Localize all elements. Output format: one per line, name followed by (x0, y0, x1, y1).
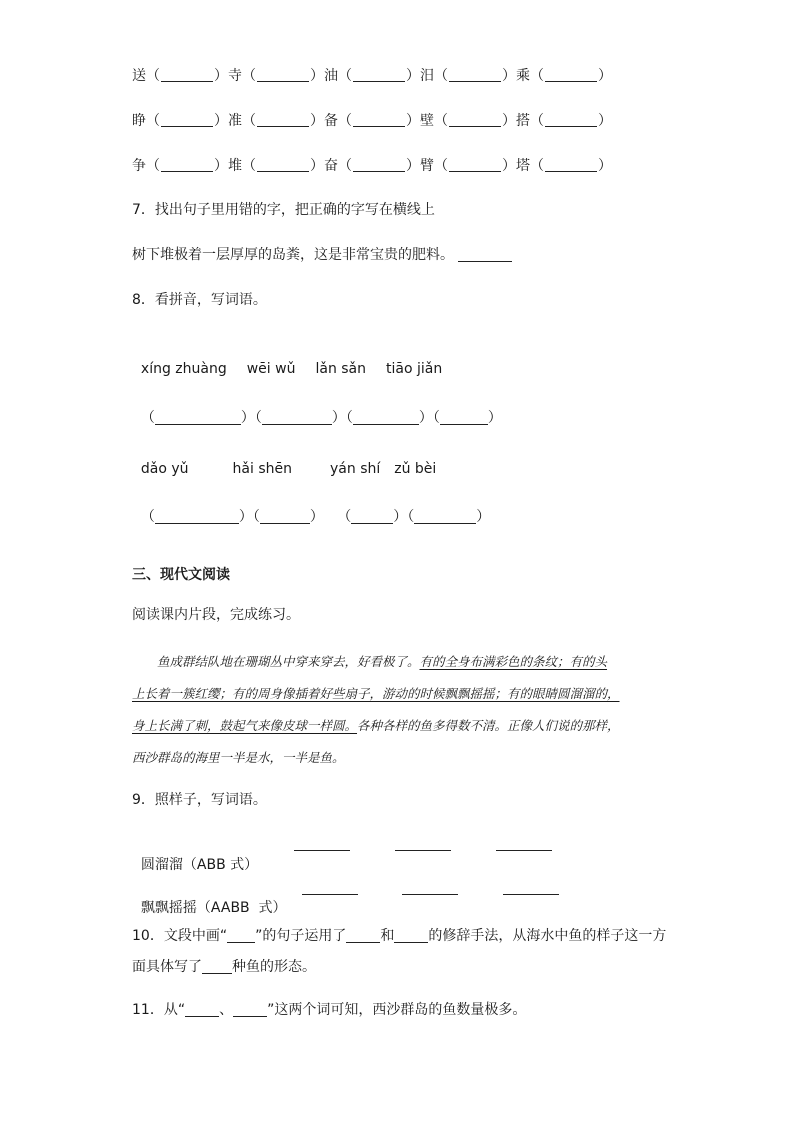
passage-underlined-text: 上长着一簇红缨；有的周身像插着好些扇子，游动的时候飘飘摇摇；有的眼睛圆溜溜的， (132, 686, 620, 701)
answer-blank[interactable] (161, 113, 213, 127)
answer-blank[interactable] (262, 410, 332, 425)
answer-blank[interactable] (545, 68, 597, 82)
section-intro: 阅读课内片段，完成练习。 (132, 607, 300, 623)
answer-blank[interactable] (503, 880, 559, 895)
q9-label: 圆溜溜（ABB 式） (140, 857, 259, 873)
char-label: 奋 (324, 158, 338, 174)
passage-text: 西沙群岛的海里一半是水，一半是鱼。 (132, 750, 345, 765)
question-7-sentence-text: 树下堆极着一层厚厚的岛粪，这是非常宝贵的肥料。 (132, 247, 454, 263)
reading-passage (132, 646, 672, 774)
answer-blank[interactable] (440, 410, 488, 425)
answer-blank[interactable] (449, 113, 501, 127)
question-9-title: 9．照样子，写词语。 (132, 792, 267, 808)
char-label: 备 (324, 113, 338, 129)
char-label: 争 (132, 158, 146, 174)
pinyin-item: wēi wǔ (246, 361, 296, 377)
q10-text: 种鱼的形态。 (232, 959, 316, 975)
q9-row-1 (132, 835, 258, 875)
passage-line-2 (132, 678, 672, 710)
char-row-1: 送（ ）寺（ ）油（ ）汨（ ）乘（ ） (132, 68, 612, 84)
passage-line-1 (132, 646, 672, 678)
section-heading: 三、现代文阅读 (132, 567, 230, 583)
answer-blank[interactable] (353, 113, 405, 127)
passage-text: 鱼成群结队地在珊瑚丛中穿来穿去，好看极了。 (157, 654, 420, 669)
char-label: 乘 (516, 68, 530, 84)
answer-blank[interactable] (353, 158, 405, 172)
q9-row-2 (132, 878, 287, 918)
answer-blank[interactable] (227, 928, 255, 943)
passage-line-4 (132, 742, 672, 774)
answer-blank[interactable] (351, 509, 393, 524)
passage-text: 各种各样的鱼多得数不清。正像人们说的那样， (357, 718, 620, 733)
answer-blank[interactable] (161, 68, 213, 82)
answer-blank[interactable] (353, 68, 405, 82)
pinyin-item: dǎo yǔ (140, 461, 189, 477)
answer-blank[interactable] (496, 836, 552, 851)
answer-blank[interactable] (233, 1002, 267, 1017)
pinyin-item: xíng zhuàng (140, 361, 227, 377)
pinyin-item: hǎi shēn (232, 461, 292, 477)
passage-line-3 (132, 710, 672, 742)
q10-text: ”的句子运用了 (255, 928, 347, 944)
answer-blank[interactable] (257, 158, 309, 172)
q10-text: 10．文段中画“ (132, 928, 228, 944)
q9-label: 飘飘摇摇（AABB 式） (140, 900, 287, 916)
char-label: 壁 (420, 113, 434, 129)
question-7-title: 7．找出句子里用错的字，把正确的字写在横线上 (132, 202, 435, 218)
answer-blank[interactable] (449, 158, 501, 172)
char-label: 搭 (516, 113, 530, 129)
char-label: 臂 (420, 158, 434, 174)
pinyin-item: yán shí (330, 461, 381, 477)
answer-blank[interactable] (260, 509, 310, 524)
passage-underlined-text: 身上长满了刺，鼓起气来像皮球一样圆。 (132, 718, 358, 733)
char-row-2: 睁（ ）准（ ）备（ ）壁（ ）搭（ ） (132, 113, 612, 129)
answer-blank[interactable] (185, 1002, 219, 1017)
q10-text: 的修辞手法，从海水中鱼的样子这一方 (428, 928, 667, 944)
q10-text: 面具体写了 (132, 959, 202, 975)
q11-text: ”这两个词可知，西沙群岛的鱼数量极多。 (267, 1002, 527, 1018)
answer-blank[interactable] (545, 158, 597, 172)
answer-blank[interactable] (202, 959, 232, 974)
pinyin-row-1 (132, 339, 442, 379)
answer-blank[interactable] (402, 880, 458, 895)
answer-blank[interactable] (395, 836, 451, 851)
answer-blank[interactable] (155, 410, 241, 425)
q10-text: 和 (380, 928, 395, 944)
answer-blank[interactable] (394, 928, 428, 943)
q11-text: 11．从“ (132, 1002, 186, 1018)
pinyin-row-2 (132, 439, 436, 479)
answer-blank[interactable] (302, 880, 358, 895)
q11-text: 、 (219, 1002, 234, 1018)
answer-blank[interactable] (161, 158, 213, 172)
pinyin-item: tiāo jiǎn (386, 361, 443, 377)
answer-blank[interactable] (257, 113, 309, 127)
pinyin-item: lǎn sǎn (315, 361, 367, 377)
char-row-3: 争（ ）堆（ ）奋（ ）臂（ ）塔（ ） (132, 158, 612, 174)
question-11 (132, 1000, 526, 1020)
char-label: 塔 (516, 158, 530, 174)
answer-blank[interactable] (346, 928, 380, 943)
char-label: 送 (132, 68, 146, 84)
char-label: 汨 (420, 68, 434, 84)
char-label: 寺 (228, 68, 242, 84)
answer-blank[interactable] (294, 836, 350, 851)
char-label: 准 (228, 113, 242, 129)
answer-blank[interactable] (155, 509, 239, 524)
char-label: 堆 (228, 158, 242, 174)
char-label: 睁 (132, 113, 146, 129)
question-7-sentence (132, 245, 512, 265)
answer-blank[interactable] (458, 247, 512, 262)
answer-row-2: （ ）（ ） （ ）（ ） (140, 509, 491, 525)
answer-blank[interactable] (414, 509, 476, 524)
answer-row-1: （ ）（ ）（ ）（ ） (140, 410, 502, 426)
question-10 (132, 926, 666, 946)
answer-blank[interactable] (257, 68, 309, 82)
answer-blank[interactable] (353, 410, 419, 425)
answer-blank[interactable] (545, 113, 597, 127)
passage-underlined-text: 有的全身布满彩色的条纹；有的头 (419, 654, 608, 669)
pinyin-item: zǔ bèi (394, 461, 437, 477)
answer-blank[interactable] (449, 68, 501, 82)
question-8-title: 8．看拼音，写词语。 (132, 292, 267, 308)
char-label: 油 (324, 68, 338, 84)
question-10-line-2 (132, 957, 316, 977)
